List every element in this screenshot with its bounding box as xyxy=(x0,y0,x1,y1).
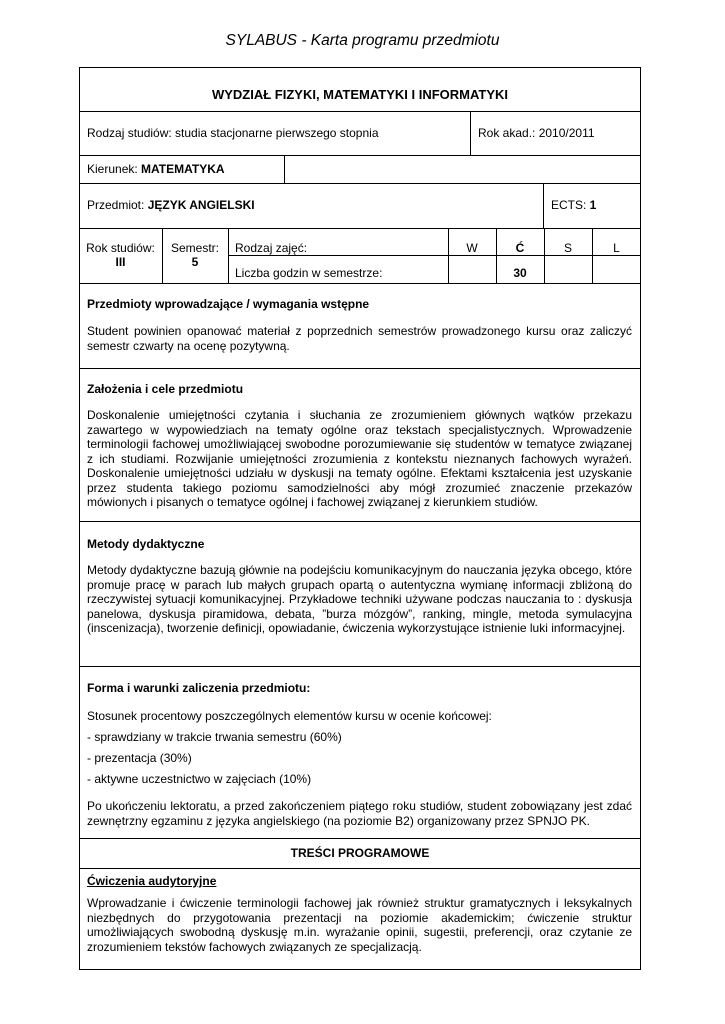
row-divider xyxy=(79,368,641,369)
program-subtitle: Ćwiczenia audytoryjne xyxy=(87,874,217,888)
methods-title: Metody dydaktyczne xyxy=(87,537,205,551)
ects xyxy=(551,198,596,213)
row-divider xyxy=(79,183,641,184)
assessment-item: - prezentacja (30%) xyxy=(87,751,192,765)
ects-value: 1 xyxy=(589,198,597,212)
prereq-text: Student powinien opanować materiał z poprzednich semestrów prowadzonego kursu oraz zaliczyć semestr czwarty na ocenę pozytywną. xyxy=(87,324,632,353)
page-header: SYLABUS - Karta programu przedmiotu xyxy=(225,32,500,49)
field-of-study xyxy=(87,162,225,177)
academic-year: Rok akad.: 2010/2011 xyxy=(478,126,595,140)
prereq-title: Przedmioty wprowadzające / wymagania wstępne xyxy=(87,297,370,311)
class-type-c: Ć xyxy=(515,241,525,255)
subject-label: Przedmiot: xyxy=(87,198,148,212)
row-divider xyxy=(79,838,641,839)
methods-text: Metody dydaktyczne bazują głównie na podejściu komunikacyjnym do nauczania języka obcego, które promuje pracę w parach lub małych grupach opartą o autentyczna wymianę informacji zbliżoną do rzeczywistej sytuacji komunikacyjnej. Przykładowe techniki używane podczas nauczania to : dyskusja panelowa, dyskusja piramidowa, debata, ”burza mózgów”, ranking, mingle, metoda symulacyjna (inscenizacja), tworzenie definicji, opowiadanie, ćwiczenia wykorzystujące istnienie luki informacyjnej. xyxy=(87,563,632,635)
semester-label: Semestr: xyxy=(170,241,219,255)
row-divider xyxy=(79,283,641,284)
col-divider xyxy=(592,228,593,283)
year-value: III xyxy=(115,255,126,269)
col-divider xyxy=(228,228,229,283)
program-title: TREŚCI PROGRAMOWE xyxy=(290,846,430,860)
col-divider xyxy=(544,228,545,283)
row-divider xyxy=(79,521,641,522)
row-divider xyxy=(79,868,641,869)
col-divider xyxy=(470,111,471,155)
goals-title: Założenia i cele przedmiotu xyxy=(87,382,244,396)
assessment-intro: Stosunek procentowy poszczególnych elementów kursu w ocenie końcowej: xyxy=(87,709,492,723)
study-type: Rodzaj studiów: studia stacjonarne pierwszego stopnia xyxy=(87,126,379,140)
class-type-label: Rodzaj zajęć: xyxy=(235,241,308,255)
subject-value: JĘZYK ANGIELSKI xyxy=(147,198,255,212)
col-divider xyxy=(448,228,449,283)
assessment-item: - sprawdziany w trakcie trwania semestru (60%) xyxy=(87,730,342,744)
row-divider xyxy=(79,666,641,667)
goals-text: Doskonalenie umiejętności czytania i słuchania ze zrozumieniem głównych wątków przekazu zawartego w wypowiedziach na tematy ogólne oraz tekstach specjalistycznych. Wprowadzenie terminologii fachowej umożliwiającej swobodne porozumiewanie się studentów w tematyce związanej z ich studiami. Rozwijanie umiejętności zrozumienia z kontekstu nieznanych fachowych wyrażeń. Doskonalenie umiejętności udziału w dyskusji na tematy ogólne. Efektami kształcenia jest uzyskanie przez studenta takiego poziomu samodzielności aby mógł zrozumieć znaczenie przekazów mówionych i pisanych o tematyce ogólnej i fachowej związanej z kierunkiem studiów. xyxy=(87,408,632,509)
semester-value: 5 xyxy=(191,255,199,269)
assessment-final: Po ukończeniu lektoratu, a przed zakończeniem piątego roku studiów, student zobowiązany jest zdać zewnętrzny egzaminu z języka angielskiego (na poziomie B2) organizowany przez SPNJO PK. xyxy=(87,799,632,828)
col-divider xyxy=(543,183,544,228)
field-label: Kierunek: xyxy=(87,162,142,176)
class-type-w: W xyxy=(466,241,478,255)
class-type-l: L xyxy=(613,241,620,255)
subject xyxy=(87,198,255,213)
ects-label: ECTS: xyxy=(551,198,590,212)
row-divider xyxy=(79,155,641,156)
col-divider xyxy=(284,155,285,183)
assessment-item: - aktywne uczestnictwo w zajęciach (10%) xyxy=(87,772,312,786)
hours-label: Liczba godzin w semestrze: xyxy=(235,266,383,280)
hours-c: 30 xyxy=(513,266,527,280)
faculty-title: WYDZIAŁ FIZYKI, MATEMATYKI I INFORMATYKI xyxy=(211,87,509,102)
assessment-title: Forma i warunki zaliczenia przedmiotu: xyxy=(87,681,311,695)
field-value: MATEMATYKA xyxy=(141,162,225,176)
row-divider xyxy=(79,111,641,112)
class-type-s: S xyxy=(563,241,572,255)
program-text: Wprowadzanie i ćwiczenie terminologii fachowej jak również struktur gramatycznych i leksykalnych niezbędnych do przygotowania prezentacji na poziomie akademickim; ćwiczenie struktur umożliwiających swobodną dyskusję m.in. wyrażanie opinii, sugestii, preferencji, oraz czytanie ze zrozumieniem tekstów fachowych związanych ze specjalizacją. xyxy=(87,896,632,954)
year-label: Rok studiów: xyxy=(86,241,155,255)
row-divider xyxy=(79,228,641,229)
